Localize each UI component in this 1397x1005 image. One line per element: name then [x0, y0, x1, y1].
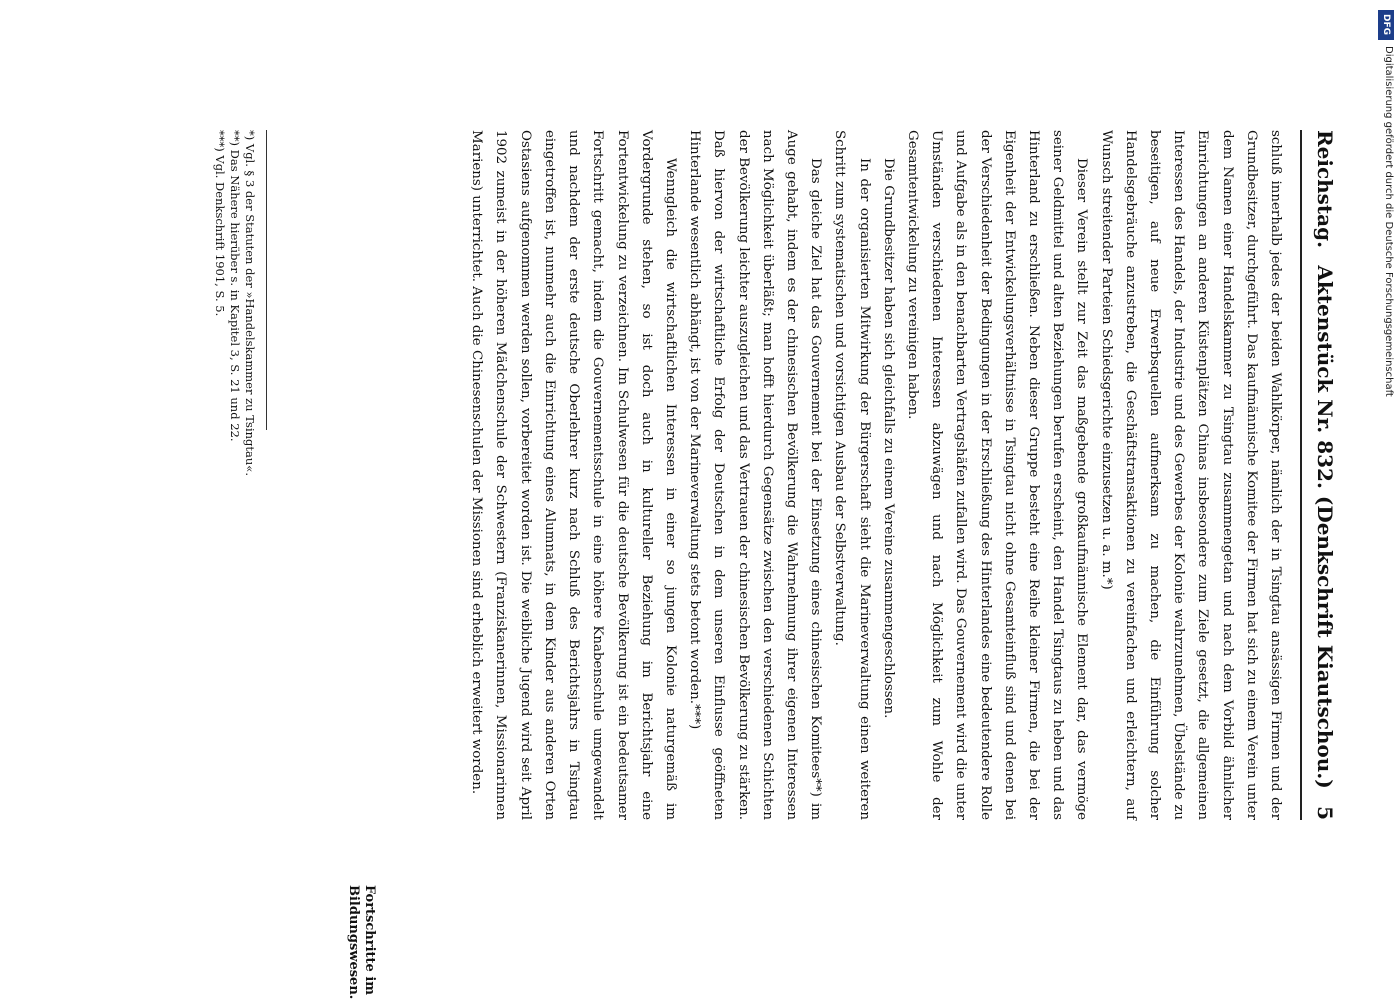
page-header — [1307, 130, 1337, 820]
credit-text: Digitalisierung gefördert durch die Deutsche Forschungsgemeinschaft — [1383, 46, 1394, 397]
header-rule — [1300, 130, 1302, 820]
header-left: Reichstag. — [1313, 130, 1337, 249]
body-text — [464, 130, 1287, 820]
paragraph-4: In der organisierten Mitwirkung der Bürgerschaft sieht die Marineverwaltung einen weiteren Schritt zum systematischen und vorsichtigen Ausbau der Selbstverwaltung. — [832, 130, 872, 820]
footnote-1: *) Vgl. § 3 der Statuten der »Handelskammer zu Tsingtau«. — [243, 130, 257, 476]
paragraph-5: Das gleiche Ziel hat das Gouvernement bei der Einsetzung eines chinesischen Komitees**) im Auge gehabt, indem es der chinesischen Bevölkerung die Wahrnehmung ihrer eigenen Interessen nach Möglichkeit überläßt; man hofft hierdurch Gegensätze zwischen den verschiedenen Schichten der Bevölkerung leichter auszugleichen und das Vertrauen der chinesischen Bevölkerung zu stärken. Daß hiervon der wirtschaftliche Erfolg der Deutschen in dem unseren Einflusse geöffneten Hinterlande wesentlich abhängt, ist von der Marineverwaltung stets betont worden.***) — [687, 130, 824, 820]
footnotes — [212, 130, 257, 820]
footnote-2: **) Das Nähere hierüber s. in Kapitel 3, S. 21 und 22. — [228, 130, 242, 442]
dfg-logo: DFG — [1378, 10, 1394, 40]
header-title: Aktenstück Nr. 832. (Denkschrift Kiautschou.) — [1313, 265, 1337, 789]
footnote-3: ***) Vgl. Denkschrift 1901, S. 5. — [213, 130, 227, 317]
paragraph-1: schluß innerhalb jedes der beiden Wahlkörper, nämlich der in Tsingtau ansässigen Firmen und der Grundbesitzer, durchgeführt. Das kaufmännische Komitee der Firmen hat sich zu einem Verein unter dem Namen einer Handelskammer zu Tsingtau zusammengetan und nach dem Vorbild ähnlicher Einrichtungen an anderen Küstenplätzen Chinas insbesondere zum Ziele gesetzt, die allgemeinen Interessen des Handels, der Industrie und des Gewerbes der Kolonie wahrzunehmen, Übelstände zu beseitigen, auf neue Erwerbsquellen aufmerksam zu machen, die Einführung solcher Handelsgebräuche anzustreben, die Geschäftstransaktionen zu vereinfachen und erleichtern, auf Wunsch streitender Parteien Schiedsgerichte einzusetzen u. a. m.*) — [1098, 130, 1283, 820]
paragraph-6: Wenngleich die wirtschaftlichen Interessen in einer so jungen Kolonie naturgemäß im Vordergrunde stehen, so ist doch auch in kultureller Beziehung im Berichtsjahr eine Fortentwickelung zu verzeichnen. Im Schulwesen für die deutsche Bevölkerung ist ein bedeutsamer Fortschritt gemacht, indem die Gouvernementsschule in eine höhere Knabenschule umgewandelt und nachdem der erste deutsche Oberlehrer kurz nach Schluß des Berichtsjahrs in Tsingtau eingetroffen ist, nunmehr auch die Einrichtung eines Alumnats, in dem Kinder aus anderen Orten Ostasiens aufgenommen werden sollen, vorbereitet worden ist. Die weibliche Jugend wird seit April 1902 zumeist in der höheren Mädchenschule der Schwestern (Franziskanerinnen, Missionarinnen Mariens) unterrichtet. Auch die Chinesenschulen der Missionen sind erheblich erweitert worden. — [469, 130, 678, 820]
paragraph-2: Dieser Verein stellt zur Zeit das maßgebende großkaufmännische Element dar, das vermöge seiner Geldmittel und alten Beziehungen berufen erscheint, den Handel Tsingtaus zu heben und das Hinterland zu erschließen. Neben dieser Gruppe besteht eine Reihe kleiner Firmen, die bei der Eigenheit der Entwickelungsverhältnisse in Tsingtau nicht ohne Gesamteinfluß sind und denen bei der Verschiedenheit der Bedingungen in der Erschließung des Hinterlandes eine bedeutendere Rolle und Aufgabe als in den benachbarten Vertragshäfen zufallen wird. Das Gouvernement wird die unter Umständen verschiedenen Interessen abzuwägen und nach Möglichkeit zum Wohle der Gesamtentwickelung zu vereinigen haben. — [904, 130, 1090, 820]
paragraph-3: Die Grundbesitzer haben sich gleichfalls zu einem Vereine zusammengeschlossen. — [880, 158, 896, 719]
margin-note: Fortschritte im Bildungswesen. — [346, 885, 377, 1000]
page-number: 5 — [1313, 806, 1337, 820]
footnote-rule — [266, 130, 267, 430]
digitization-credit — [1378, 10, 1394, 990]
